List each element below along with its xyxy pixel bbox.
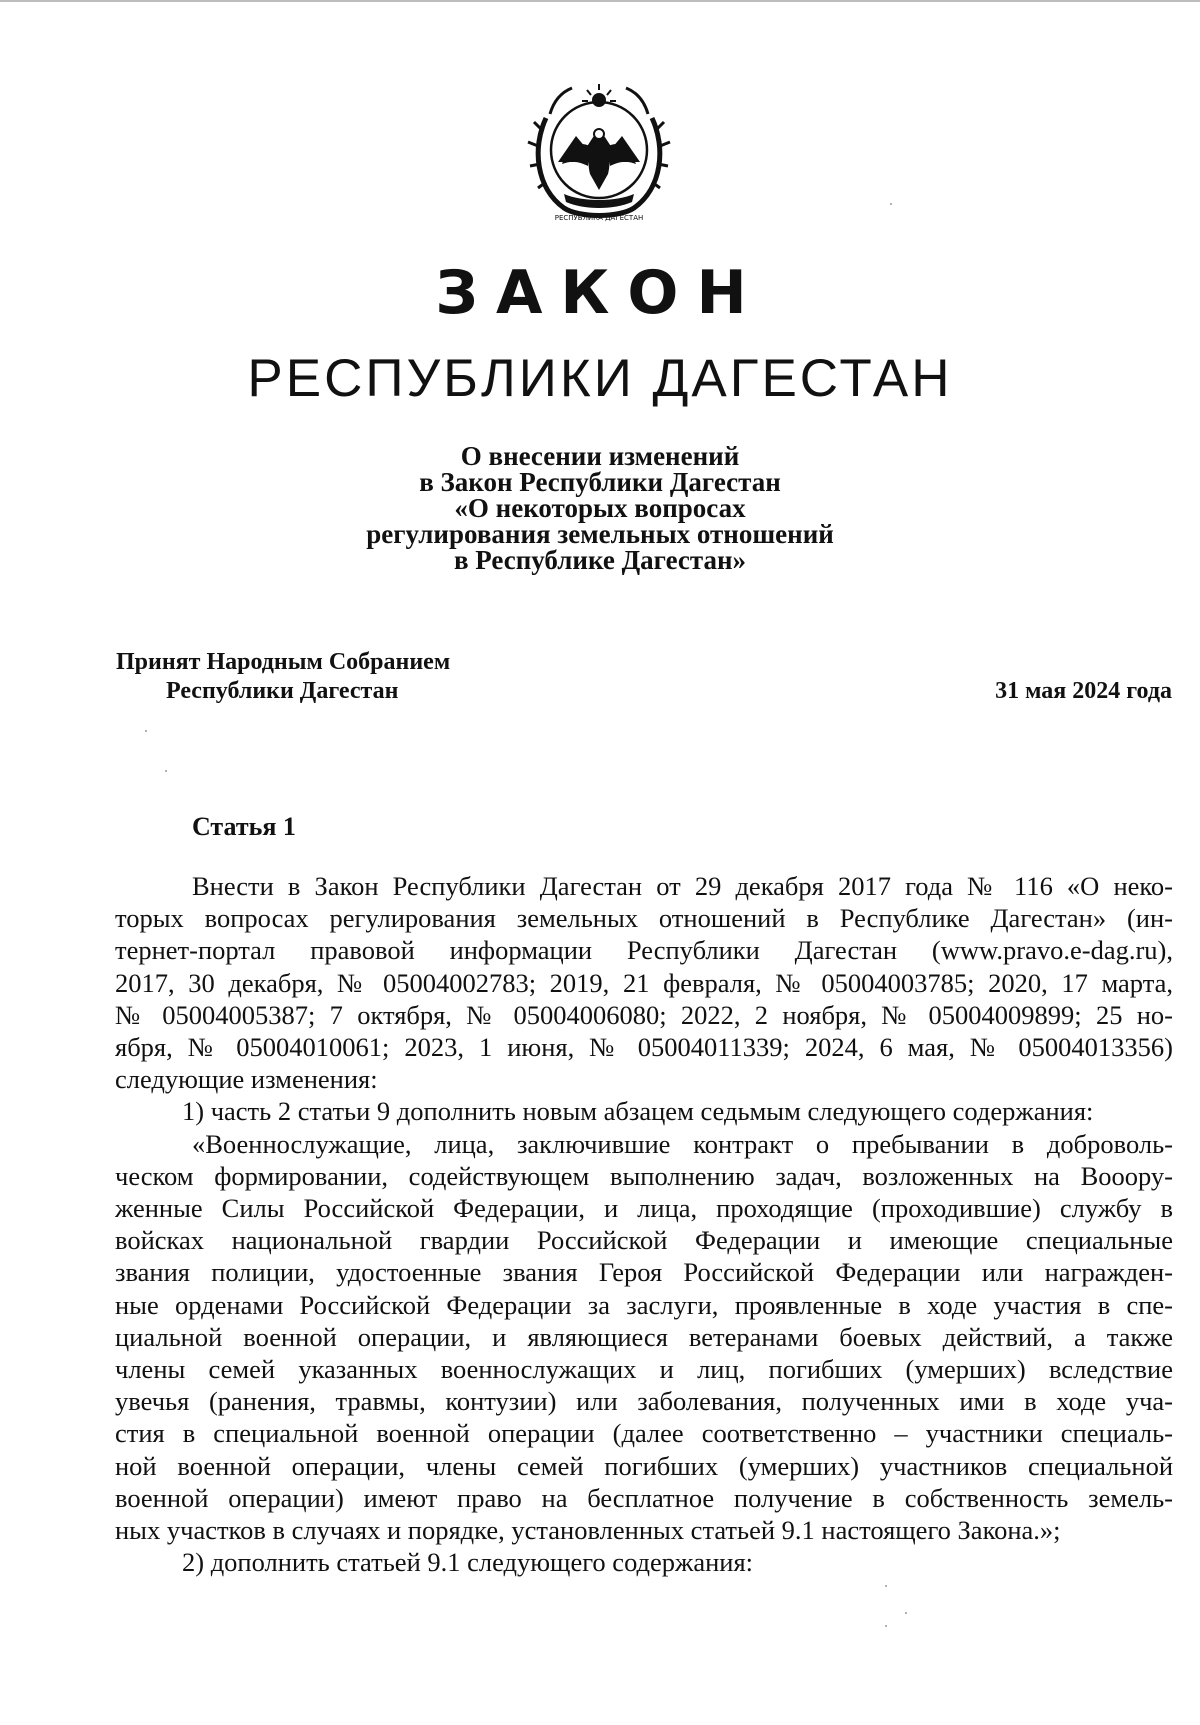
- emblem-ring-text: РЕСПУБЛИКА ДАГЕСТАН: [554, 214, 644, 222]
- quote-line: циальной военной операции, и являющиеся ветеранами боевых действий, а также: [115, 1321, 1173, 1352]
- quote-line: увечья (ранения, травмы, контузии) или заболевания, полученных ими в ходе уча-: [115, 1386, 1173, 1417]
- scan-speck: [890, 203, 892, 205]
- adoption-date: 31 мая 2024 года: [995, 678, 1172, 704]
- scan-speck: [145, 730, 147, 732]
- scan-speck: [165, 770, 167, 772]
- law-title: ЗАКОН: [435, 258, 765, 328]
- quote-line: ные орденами Российской Федерации за заслуги, проявленные в ходе участия в спе-: [115, 1289, 1173, 1320]
- quote-line: звания полиции, удостоенные звания Героя Российской Федерации или награжден-: [115, 1257, 1173, 1288]
- article-heading: Статья 1: [192, 812, 296, 841]
- title-line: «О некоторых вопросах: [454, 493, 746, 523]
- scan-speck: [885, 1625, 887, 1627]
- quote-line: ческом формировании, содействующем выполнению задач, возложенных на Вооору-: [115, 1160, 1173, 1191]
- quote-line: женные Силы Российской Федерации, и лица, проходящие (проходившие) службу в: [115, 1193, 1173, 1224]
- quote-line: ной военной операции, члены семей погибших (умерших) участников специальной: [115, 1450, 1173, 1481]
- title-line: в Закон Республики Дагестан: [419, 467, 781, 497]
- paragraph-line: 2017, 30 декабря, № 05004002783; 2019, 21 февраля, № 05004003785; 2020, 17 марта,: [115, 967, 1173, 998]
- paragraph-line: тернет-портал правовой информации Республики Дагестан (www.pravo.e-dag.ru),: [115, 935, 1173, 966]
- quote-line: ных участков в случаях и порядке, установленных статьей 9.1 настоящего Закона.»;: [115, 1515, 1061, 1546]
- quote-line: члены семей указанных военнослужащих и лиц, погибших (умерших) вследствие: [115, 1354, 1173, 1385]
- amendment-item-2: 2) дополнить статьей 9.1 следующего содержания:: [182, 1547, 754, 1578]
- scan-edge-line: [0, 0, 1200, 2]
- dagestan-coat-of-arms-icon: [524, 70, 674, 230]
- scan-speck: [885, 1585, 887, 1587]
- article-body: [115, 870, 1173, 1578]
- adoption-body: [116, 648, 450, 706]
- adoption-line: Принят Народным Собранием: [116, 649, 451, 675]
- amendment-item-1: 1) часть 2 статьи 9 дополнить новым абзацем седьмым следующего содержания:: [182, 1096, 1094, 1127]
- adoption-line: Республики Дагестан: [166, 678, 399, 704]
- paragraph-line: ября, № 05004010061; 2023, 1 июня, № 05004011339; 2024, 6 мая, № 05004013356): [115, 1032, 1173, 1063]
- republic-title: РЕСПУБЛИКИ ДАГЕСТАН: [247, 349, 953, 408]
- quote-line: военной операции) имеют право на бесплатное получение в собственность земель-: [115, 1482, 1173, 1513]
- quote-line: «Военнослужащие, лица, заключившие контракт о пребывании в доброволь-: [192, 1128, 1173, 1159]
- scan-speck: [905, 1612, 907, 1614]
- law-subject-title: [200, 443, 1000, 573]
- paragraph-line: Внести в Закон Республики Дагестан от 29 декабря 2017 года № 116 «О неко-: [192, 871, 1173, 901]
- paragraph-line: торых вопросах регулирования земельных отношений в Республике Дагестан» (ин-: [115, 903, 1173, 934]
- quote-line: стия в специальной военной операции (далее соответственно – участники специаль-: [115, 1418, 1173, 1449]
- title-line: регулирования земельных отношений: [366, 519, 834, 549]
- quote-line: войсках национальной гвардии Российской Федерации и имеющие специальные: [115, 1225, 1173, 1256]
- title-line: в Республике Дагестан»: [453, 545, 747, 575]
- paragraph-line: № 05004005387; 7 октября, № 05004006080; 2022, 2 ноября, № 05004009899; 25 но-: [115, 999, 1173, 1030]
- paragraph-line: следующие изменения:: [115, 1064, 378, 1095]
- title-line: О внесении изменений: [460, 441, 740, 471]
